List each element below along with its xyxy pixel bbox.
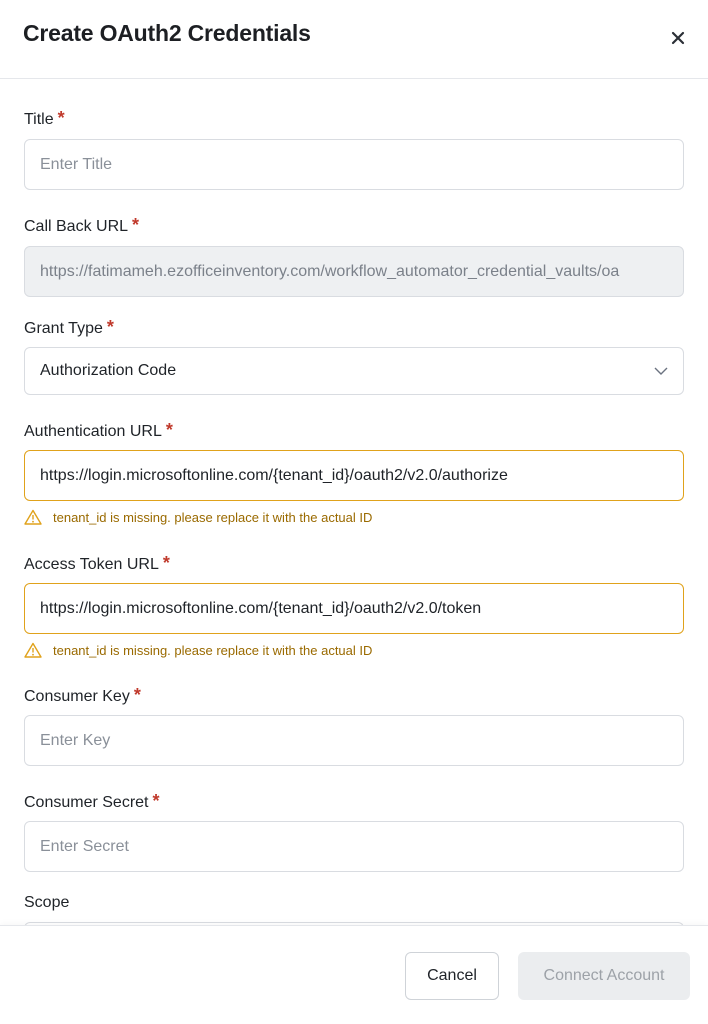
cancel-button[interactable]: Cancel bbox=[405, 952, 499, 1000]
auth-url-input[interactable] bbox=[24, 450, 684, 501]
title-label: Title * bbox=[24, 108, 65, 128]
required-asterisk: * bbox=[106, 317, 114, 337]
required-asterisk: * bbox=[57, 108, 65, 128]
required-asterisk: * bbox=[132, 215, 140, 235]
modal-footer bbox=[0, 925, 708, 1024]
title-input[interactable] bbox=[24, 139, 684, 190]
warning-icon bbox=[24, 642, 42, 658]
required-asterisk: * bbox=[133, 685, 141, 705]
warning-icon bbox=[24, 509, 42, 525]
chevron-down-icon bbox=[654, 367, 668, 375]
close-icon bbox=[671, 31, 685, 45]
consumer-secret-input[interactable] bbox=[24, 821, 684, 872]
required-asterisk: * bbox=[152, 791, 160, 811]
form-body[interactable] bbox=[0, 79, 708, 925]
grant-type-label: Grant Type * bbox=[24, 317, 114, 337]
token-url-input[interactable] bbox=[24, 583, 684, 634]
modal-header bbox=[0, 0, 708, 79]
token-url-label: Access Token URL * bbox=[24, 553, 170, 573]
auth-url-warning: tenant_id is missing. please replace it with the actual ID bbox=[24, 509, 372, 525]
consumer-key-label: Consumer Key * bbox=[24, 685, 141, 705]
modal-title: Create OAuth2 Credentials bbox=[23, 20, 311, 46]
callback-url-label: Call Back URL * bbox=[24, 215, 140, 235]
grant-type-select[interactable] bbox=[24, 347, 684, 395]
consumer-key-input[interactable] bbox=[24, 715, 684, 766]
grant-type-value: Authorization Code bbox=[40, 362, 177, 379]
scope-label: Scope bbox=[24, 894, 70, 911]
callback-url-input bbox=[24, 246, 684, 297]
close-button[interactable] bbox=[664, 24, 692, 52]
auth-url-label: Authentication URL * bbox=[24, 420, 173, 440]
consumer-secret-label: Consumer Secret * bbox=[24, 791, 160, 811]
required-asterisk: * bbox=[165, 420, 173, 440]
connect-account-button[interactable]: Connect Account bbox=[518, 952, 690, 1000]
token-url-warning: tenant_id is missing. please replace it with the actual ID bbox=[24, 642, 372, 658]
required-asterisk: * bbox=[162, 553, 170, 573]
